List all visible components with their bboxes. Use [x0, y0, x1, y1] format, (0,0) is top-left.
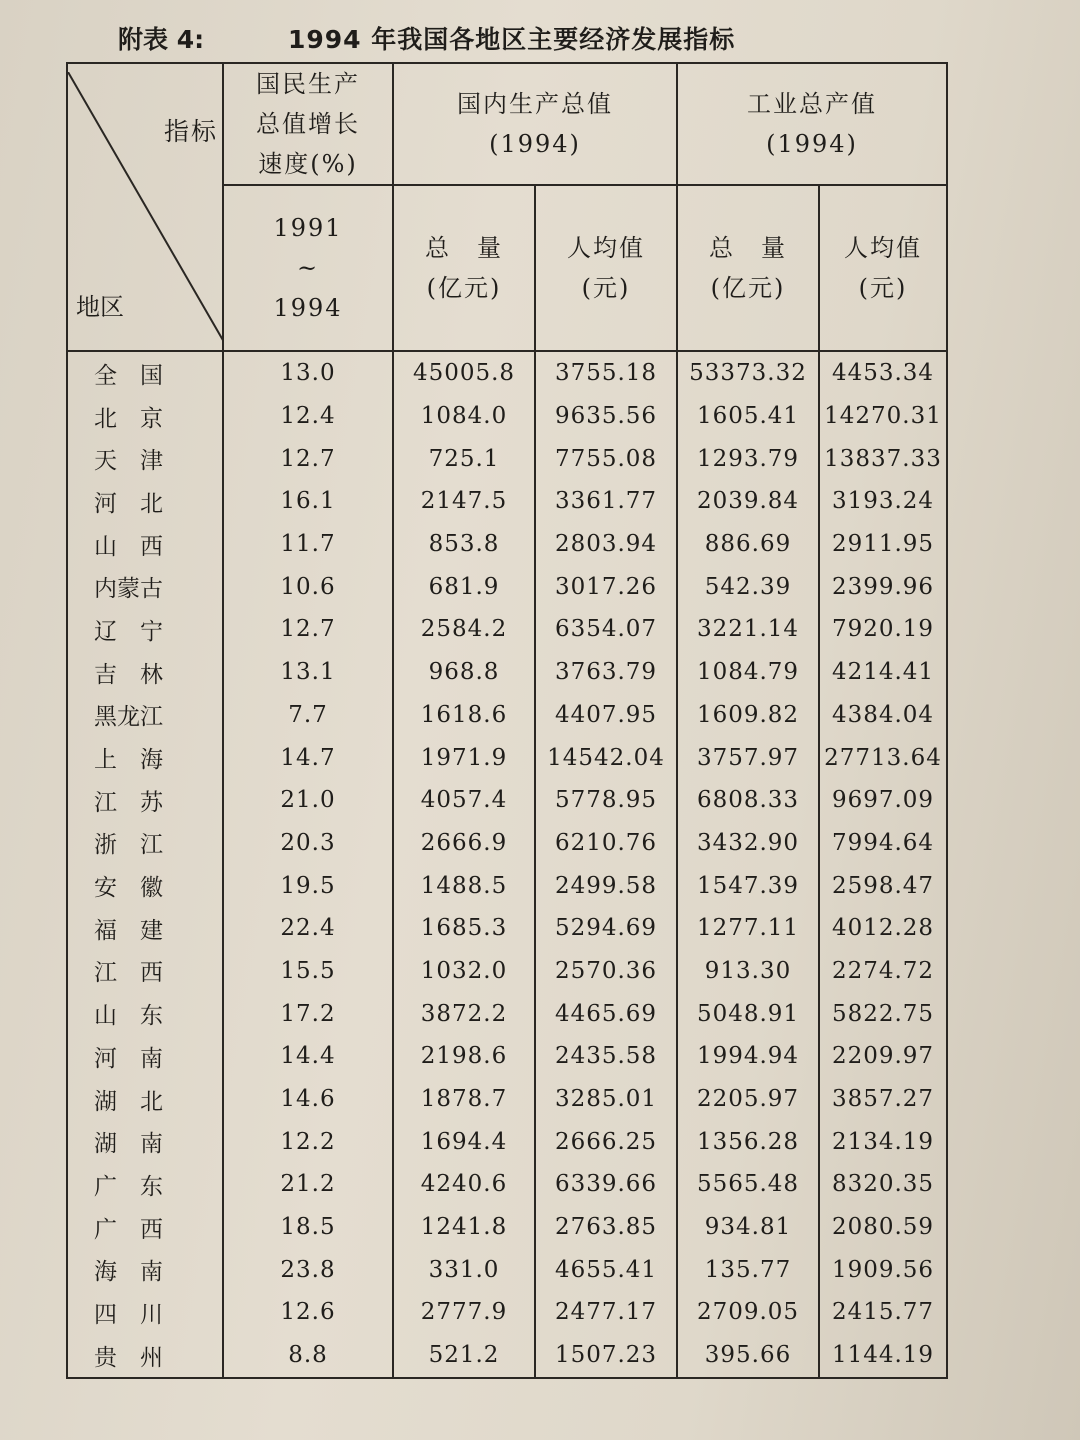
gdp-total-cell: 1971.9 — [393, 736, 535, 779]
region-cell: 海 南 — [67, 1248, 223, 1291]
industry-total-cell: 2039.84 — [677, 480, 819, 523]
gdp-per-capita-cell: 6354.07 — [535, 608, 677, 651]
gdp-total-cell: 4240.6 — [393, 1163, 535, 1206]
region-cell: 山 西 — [67, 523, 223, 566]
region-cell: 贵 州 — [67, 1334, 223, 1378]
gdp-per-capita-cell: 2666.25 — [535, 1120, 677, 1163]
table-row — [67, 1120, 947, 1163]
industry-total-cell: 1547.39 — [677, 864, 819, 907]
gdp-total-cell: 1032.0 — [393, 950, 535, 993]
industry-per-capita-cell: 2080.59 — [819, 1206, 947, 1249]
table-row — [67, 1291, 947, 1334]
table-row — [67, 1206, 947, 1249]
gdp-per-capita-cell: 6210.76 — [535, 822, 677, 865]
growth-cell: 14.6 — [223, 1078, 393, 1121]
table-row — [67, 565, 947, 608]
gdp-total-header: 总 量 (亿元) — [393, 185, 535, 351]
industry-per-capita-cell: 5822.75 — [819, 992, 947, 1035]
region-cell: 北 京 — [67, 395, 223, 438]
industry-per-capita-cell: 1909.56 — [819, 1248, 947, 1291]
growth-cell: 23.8 — [223, 1248, 393, 1291]
table-row — [67, 1248, 947, 1291]
growth-cell: 12.7 — [223, 608, 393, 651]
table-row — [67, 907, 947, 950]
industry-per-capita-cell: 7994.64 — [819, 822, 947, 865]
table-row — [67, 864, 947, 907]
region-cell: 安 徽 — [67, 864, 223, 907]
growth-cell: 21.2 — [223, 1163, 393, 1206]
industry-total-cell: 3757.97 — [677, 736, 819, 779]
industry-total-cell: 5048.91 — [677, 992, 819, 1035]
growth-cell: 11.7 — [223, 523, 393, 566]
growth-cell: 12.2 — [223, 1120, 393, 1163]
gdp-total-cell: 968.8 — [393, 651, 535, 694]
gdp-per-capita-cell: 3017.26 — [535, 565, 677, 608]
growth-cell: 12.6 — [223, 1291, 393, 1334]
table-number: 附表 4: — [118, 25, 205, 54]
industry-total-cell: 1605.41 — [677, 395, 819, 438]
industry-per-capita-cell: 14270.31 — [819, 395, 947, 438]
gdp-total-cell: 2584.2 — [393, 608, 535, 651]
table-row — [67, 779, 947, 822]
gdp-total-cell: 4057.4 — [393, 779, 535, 822]
table-row — [67, 351, 947, 395]
industry-total-cell: 1084.79 — [677, 651, 819, 694]
industry-total-cell: 913.30 — [677, 950, 819, 993]
industry-total-cell: 395.66 — [677, 1334, 819, 1378]
gdp-per-capita-cell: 3361.77 — [535, 480, 677, 523]
table-row — [67, 437, 947, 480]
gdp-per-capita-cell: 2477.17 — [535, 1291, 677, 1334]
growth-cell: 15.5 — [223, 950, 393, 993]
industry-per-capita-cell: 8320.35 — [819, 1163, 947, 1206]
gdp-total-cell: 521.2 — [393, 1334, 535, 1378]
growth-cell: 8.8 — [223, 1334, 393, 1378]
gdp-per-capita-cell: 5294.69 — [535, 907, 677, 950]
industry-per-capita-cell: 9697.09 — [819, 779, 947, 822]
gdp-total-cell: 2147.5 — [393, 480, 535, 523]
gdp-total-cell: 681.9 — [393, 565, 535, 608]
industry-total-cell: 5565.48 — [677, 1163, 819, 1206]
industry-per-capita-cell: 2134.19 — [819, 1120, 947, 1163]
gdp-per-capita-cell: 3285.01 — [535, 1078, 677, 1121]
industry-total-cell: 53373.32 — [677, 351, 819, 395]
region-cell: 内蒙古 — [67, 565, 223, 608]
gdp-per-capita-cell: 1507.23 — [535, 1334, 677, 1378]
gdp-per-capita-cell: 2499.58 — [535, 864, 677, 907]
growth-cell: 18.5 — [223, 1206, 393, 1249]
industry-total-cell: 1994.94 — [677, 1035, 819, 1078]
growth-cell: 22.4 — [223, 907, 393, 950]
gdp-total-cell: 2198.6 — [393, 1035, 535, 1078]
gdp-per-capita-cell: 6339.66 — [535, 1163, 677, 1206]
industry-total-cell: 1293.79 — [677, 437, 819, 480]
region-cell: 江 西 — [67, 950, 223, 993]
region-cell: 黑龙江 — [67, 694, 223, 737]
industry-total-header: 总 量 (亿元) — [677, 185, 819, 351]
gdp-per-capita-cell: 7755.08 — [535, 437, 677, 480]
table-row — [67, 480, 947, 523]
table-row — [67, 694, 947, 737]
gdp-per-capita-cell: 3755.18 — [535, 351, 677, 395]
gdp-per-capita-cell: 2763.85 — [535, 1206, 677, 1249]
gdp-total-cell: 1685.3 — [393, 907, 535, 950]
gdp-total-cell: 725.1 — [393, 437, 535, 480]
table-body — [67, 351, 947, 1378]
region-cell: 浙 江 — [67, 822, 223, 865]
table-caption — [118, 20, 918, 56]
region-cell: 福 建 — [67, 907, 223, 950]
table-row — [67, 1334, 947, 1378]
industry-total-cell: 934.81 — [677, 1206, 819, 1249]
industry-per-capita-cell: 3193.24 — [819, 480, 947, 523]
table-row — [67, 1035, 947, 1078]
gdp-total-cell: 1488.5 — [393, 864, 535, 907]
gdp-per-capita-cell: 3763.79 — [535, 651, 677, 694]
gdp-per-capita-cell: 4407.95 — [535, 694, 677, 737]
region-cell: 天 津 — [67, 437, 223, 480]
region-cell: 江 苏 — [67, 779, 223, 822]
table-row — [67, 736, 947, 779]
gdp-total-cell: 1878.7 — [393, 1078, 535, 1121]
growth-cell: 7.7 — [223, 694, 393, 737]
growth-cell: 19.5 — [223, 864, 393, 907]
industry-per-capita-cell: 4214.41 — [819, 651, 947, 694]
gdp-per-capita-cell: 5778.95 — [535, 779, 677, 822]
industry-per-capita-cell: 13837.33 — [819, 437, 947, 480]
gdp-total-cell: 1084.0 — [393, 395, 535, 438]
region-cell: 四 川 — [67, 1291, 223, 1334]
industry-total-cell: 1609.82 — [677, 694, 819, 737]
industry-per-capita-cell: 2209.97 — [819, 1035, 947, 1078]
table-row — [67, 1163, 947, 1206]
region-cell: 河 南 — [67, 1035, 223, 1078]
industry-per-capita-cell: 4012.28 — [819, 907, 947, 950]
gnp-growth-header: 国民生产 总值增长 速度(%) — [223, 63, 393, 185]
region-cell: 吉 林 — [67, 651, 223, 694]
gdp-header: 国内生产总值 (1994) — [393, 63, 677, 185]
region-cell: 广 西 — [67, 1206, 223, 1249]
table-row — [67, 992, 947, 1035]
region-cell: 河 北 — [67, 480, 223, 523]
industry-per-capita-cell: 2415.77 — [819, 1291, 947, 1334]
region-cell: 湖 南 — [67, 1120, 223, 1163]
industry-output-header: 工业总产值 (1994) — [677, 63, 947, 185]
gdp-per-capita-header: 人均值 (元) — [535, 185, 677, 351]
gdp-total-cell: 2777.9 — [393, 1291, 535, 1334]
table-title: 1994 年我国各地区主要经济发展指标 — [288, 25, 736, 54]
industry-total-cell: 6808.33 — [677, 779, 819, 822]
growth-cell: 17.2 — [223, 992, 393, 1035]
table-row — [67, 822, 947, 865]
gdp-total-cell: 3872.2 — [393, 992, 535, 1035]
gdp-per-capita-cell: 2435.58 — [535, 1035, 677, 1078]
gdp-total-cell: 853.8 — [393, 523, 535, 566]
table-row — [67, 395, 947, 438]
gdp-total-cell: 45005.8 — [393, 351, 535, 395]
gdp-per-capita-cell: 14542.04 — [535, 736, 677, 779]
industry-total-cell: 1277.11 — [677, 907, 819, 950]
table-row — [67, 523, 947, 566]
industry-per-capita-header: 人均值 (元) — [819, 185, 947, 351]
industry-per-capita-cell: 2598.47 — [819, 864, 947, 907]
gdp-total-cell: 1694.4 — [393, 1120, 535, 1163]
gdp-total-cell: 331.0 — [393, 1248, 535, 1291]
industry-total-cell: 886.69 — [677, 523, 819, 566]
table-row — [67, 608, 947, 651]
industry-total-cell: 542.39 — [677, 565, 819, 608]
growth-period-header: 1991 ~ 1994 — [223, 185, 393, 351]
gdp-total-cell: 1618.6 — [393, 694, 535, 737]
region-cell: 上 海 — [67, 736, 223, 779]
gdp-per-capita-cell: 4465.69 — [535, 992, 677, 1035]
growth-cell: 12.7 — [223, 437, 393, 480]
region-cell: 湖 北 — [67, 1078, 223, 1121]
growth-cell: 20.3 — [223, 822, 393, 865]
gdp-total-cell: 2666.9 — [393, 822, 535, 865]
gdp-per-capita-cell: 2803.94 — [535, 523, 677, 566]
industry-per-capita-cell: 3857.27 — [819, 1078, 947, 1121]
indicator-label: 指标 — [163, 117, 218, 146]
table-row — [67, 950, 947, 993]
industry-total-cell: 1356.28 — [677, 1120, 819, 1163]
corner-header — [67, 63, 223, 351]
table-row — [67, 1078, 947, 1121]
industry-total-cell: 3221.14 — [677, 608, 819, 651]
region-cell: 辽 宁 — [67, 608, 223, 651]
growth-cell: 21.0 — [223, 779, 393, 822]
growth-cell: 14.7 — [223, 736, 393, 779]
industry-total-cell: 3432.90 — [677, 822, 819, 865]
economic-indicators-table — [66, 62, 948, 1379]
growth-cell: 16.1 — [223, 480, 393, 523]
gdp-per-capita-cell: 2570.36 — [535, 950, 677, 993]
industry-per-capita-cell: 27713.64 — [819, 736, 947, 779]
industry-per-capita-cell: 4453.34 — [819, 351, 947, 395]
region-cell: 全 国 — [67, 351, 223, 395]
region-cell: 山 东 — [67, 992, 223, 1035]
industry-total-cell: 2205.97 — [677, 1078, 819, 1121]
industry-per-capita-cell: 4384.04 — [819, 694, 947, 737]
table-row — [67, 651, 947, 694]
industry-total-cell: 135.77 — [677, 1248, 819, 1291]
industry-per-capita-cell: 1144.19 — [819, 1334, 947, 1378]
industry-total-cell: 2709.05 — [677, 1291, 819, 1334]
gdp-total-cell: 1241.8 — [393, 1206, 535, 1249]
growth-cell: 13.0 — [223, 351, 393, 395]
growth-cell: 12.4 — [223, 395, 393, 438]
industry-per-capita-cell: 2399.96 — [819, 565, 947, 608]
industry-per-capita-cell: 2274.72 — [819, 950, 947, 993]
industry-per-capita-cell: 2911.95 — [819, 523, 947, 566]
growth-cell: 13.1 — [223, 651, 393, 694]
gdp-per-capita-cell: 4655.41 — [535, 1248, 677, 1291]
industry-per-capita-cell: 7920.19 — [819, 608, 947, 651]
region-cell: 广 东 — [67, 1163, 223, 1206]
growth-cell: 14.4 — [223, 1035, 393, 1078]
gdp-per-capita-cell: 9635.56 — [535, 395, 677, 438]
region-label: 地区 — [76, 293, 124, 321]
growth-cell: 10.6 — [223, 565, 393, 608]
